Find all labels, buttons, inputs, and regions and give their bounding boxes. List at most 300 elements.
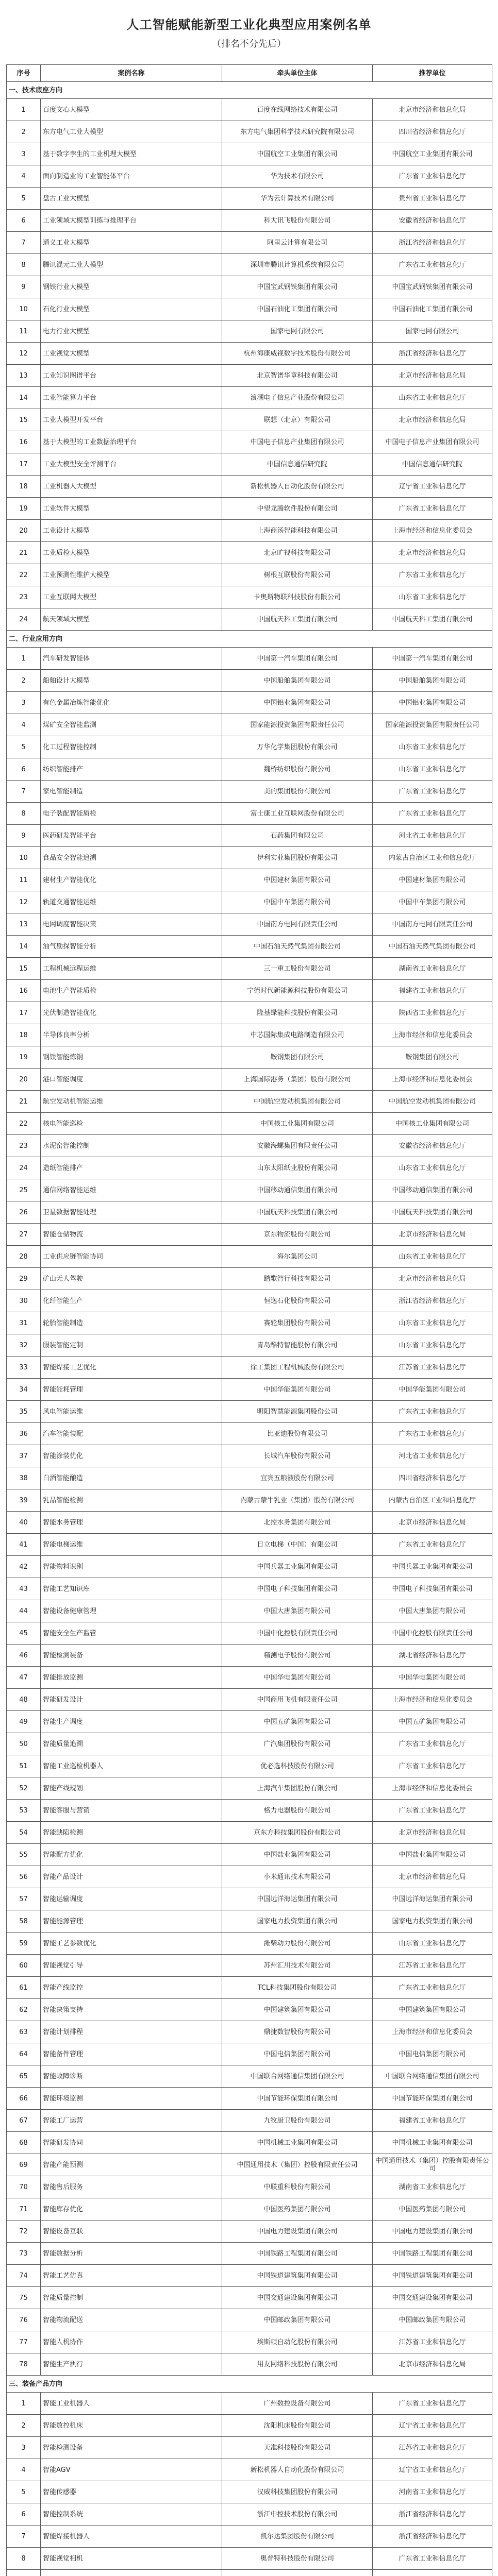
lead-unit: 格力电器股份有限公司 [222,1800,373,1822]
row-index: 58 [7,1910,41,1933]
recommender: 上海市经济和信息化委员会 [373,1777,492,1800]
recommender: 北京市经济和信息化局 [373,99,492,121]
row-index: 53 [7,1800,41,1822]
table-row [7,2043,492,2065]
case-name: 智能检测装备 [41,1645,222,1667]
lead-unit: 树根互联股份有限公司 [222,564,373,586]
lead-unit: 汉威科技集团股份有限公司 [222,2481,373,2503]
row-index: 9 [7,276,41,298]
case-name: 通信网络智能运维 [41,1179,222,1201]
row-index: 57 [7,1888,41,1910]
row-index: 10 [7,298,41,320]
lead-unit: 中国大唐集团有限公司 [222,1600,373,1622]
case-name: 基于数字孪生的工业机理大模型 [41,143,222,165]
lead-unit: 中国航天科工集团有限公司 [222,608,373,631]
case-name: 智能排放监测 [41,1667,222,1689]
row-index: 1 [7,99,41,121]
recommender: 中国宝武钢铁集团有限公司 [373,276,492,298]
recommender: 北京市经济和信息化局 [373,1822,492,1844]
recommender: 辽宁省工业和信息化厅 [373,2415,492,2437]
row-index: 75 [7,2287,41,2309]
table-row [7,736,492,758]
case-name: 工业设计大模型 [41,520,222,542]
row-index: 73 [7,2243,41,2265]
row-index: 19 [7,498,41,520]
recommender: 中国船舶集团有限公司 [373,670,492,692]
recommender: 安徽省经济和信息化厅 [373,210,492,232]
case-name: 电网调度智能决策 [41,913,222,936]
case-name: 智能安全生产监管 [41,1622,222,1645]
row-index: 9 [7,825,41,847]
section-header-row [7,2376,492,2393]
lead-unit: 鞍钢集团有限公司 [222,1046,373,1069]
table-row [7,1489,492,1512]
case-name: 智能质量控制 [41,2287,222,2309]
lead-unit: 中国商用飞机有限责任公司 [222,1689,373,1711]
case-name: 智能数据分析 [41,2243,222,2265]
recommender: 上海市经济和信息化委员会 [373,1689,492,1711]
recommender: 河南省工业和信息化厅 [373,2481,492,2503]
lead-unit: 中国华能集团有限公司 [222,1379,373,1401]
case-name: 智能决策支持 [41,1999,222,2021]
row-index: 1 [7,2393,41,2415]
table-row [7,520,492,542]
row-index: 19 [7,1046,41,1069]
lead-unit: 中国中车集团有限公司 [222,891,373,913]
lead-unit: 长城汽车股份有限公司 [222,1445,373,1467]
lead-unit: 青岛酷特智能股份有限公司 [222,1334,373,1357]
case-name: 智能计划排程 [41,2021,222,2043]
row-index: 76 [7,2309,41,2331]
case-name: 核电智能巡检 [41,1113,222,1135]
table-row [7,869,492,891]
recommender: 山东省工业和信息化厅 [373,758,492,781]
case-name: 钢铁行业大模型 [41,276,222,298]
row-index: 21 [7,1091,41,1113]
row-index: 27 [7,1224,41,1246]
row-index: 16 [7,431,41,453]
table-row [7,564,492,586]
lead-unit: 中国机械工业集团有限公司 [222,2132,373,2154]
table-row [7,2243,492,2265]
case-name: 智能工艺仿真 [41,2265,222,2287]
lead-unit: 凯尔达集团股份有限公司 [222,2526,373,2548]
lead-unit: 阿里云计算有限公司 [222,232,373,254]
lead-unit: 中望龙腾软件股份有限公司 [222,498,373,520]
table-row [7,803,492,825]
row-index: 28 [7,1246,41,1268]
lead-unit: 中国电子科技集团有限公司 [222,1578,373,1600]
case-name: 工业质检大模型 [41,542,222,564]
case-name: 电子装配智能质检 [41,803,222,825]
table-row [7,1312,492,1334]
lead-unit: 上海商汤智能科技有限公司 [222,520,373,542]
lead-unit: 中国邮政集团有限公司 [222,2309,373,2331]
table-row [7,1135,492,1157]
lead-unit: 天准科技股份有限公司 [222,2437,373,2459]
recommender: 鞍钢集团有限公司 [373,1046,492,1069]
table-row [7,2110,492,2132]
case-name: 钢铁智能炼钢 [41,1046,222,1069]
table-row [7,2437,492,2459]
recommender: 广东省工业和信息化厅 [373,165,492,188]
row-index: 77 [7,2331,41,2353]
table-row [7,670,492,692]
lead-unit: 奥普特科技股份有限公司 [222,2548,373,2570]
lead-unit: 中国五矿集团有限公司 [222,1711,373,1733]
row-index: 3 [7,692,41,714]
case-name: 卫星数据智能处理 [41,1201,222,1224]
column-header-index: 序号 [7,65,41,82]
table-row [7,121,492,143]
table-row [7,2154,492,2176]
case-name: 船舶设计大模型 [41,670,222,692]
table-row [7,1157,492,1179]
lead-unit: 广汽集团股份有限公司 [222,1733,373,1755]
document-title: 人工智能赋能新型工业化典型应用案例名单 [126,17,372,32]
case-name: 智能运输调度 [41,1888,222,1910]
row-index: 32 [7,1334,41,1357]
row-index: 5 [7,736,41,758]
lead-unit: 北京旷视科技有限公司 [222,542,373,564]
case-name: 航空发动机智能运维 [41,1091,222,1113]
case-name: 汽车研发智能体 [41,648,222,670]
case-name: 工业供应链智能协同 [41,1246,222,1268]
row-index: 51 [7,1755,41,1777]
table-row [7,1933,492,1955]
lead-unit: 中国航天科技集团有限公司 [222,1201,373,1224]
table-row [7,1600,492,1622]
lead-unit: 美的集团股份有限公司 [222,781,373,803]
row-index: 8 [7,803,41,825]
section-header-row [7,82,492,99]
recommender: 山东省工业和信息化厅 [373,1157,492,1179]
row-index: 11 [7,320,41,343]
row-index: 2 [7,121,41,143]
recommender: 中国兵器工业集团有限公司 [373,1556,492,1578]
recommender: 北京市经济和信息化局 [373,1512,492,1534]
lead-unit: 宜宾五粮液股份有限公司 [222,1467,373,1489]
table-row [7,1534,492,1556]
lead-unit: 百度在线网络技术有限公司 [222,99,373,121]
recommender: 广东省工业和信息化厅 [373,803,492,825]
case-name: 水泥窑智能控制 [41,1135,222,1157]
recommender: 上海市经济和信息化委员会 [373,1024,492,1046]
lead-unit: 浙江中控技术股份有限公司 [222,2503,373,2526]
row-index: 6 [7,758,41,781]
recommender: 中国信息通信研究院 [373,453,492,476]
table-row [7,2088,492,2110]
lead-unit: 杭州海康威视数字技术股份有限公司 [222,343,373,365]
lead-unit: 山东太阳纸业股份有限公司 [222,1157,373,1179]
table-row [7,586,492,608]
case-name: 智能物料识别 [41,1556,222,1578]
table-row [7,2393,492,2415]
table-row [7,2481,492,2503]
row-index: 59 [7,1933,41,1955]
lead-unit: 石药集团有限公司 [222,825,373,847]
table-row [7,2459,492,2481]
lead-unit: 徐工集团工程机械股份有限公司 [222,1357,373,1379]
table-header-row [7,65,492,82]
row-index: 18 [7,1024,41,1046]
case-name: 智能产线监控 [41,1977,222,1999]
recommender: 中国大唐集团有限公司 [373,1600,492,1622]
lead-unit: 苏州汇川技术有限公司 [222,1955,373,1977]
recommender: 中国铁路工程集团有限公司 [373,2243,492,2265]
row-index: 45 [7,1622,41,1645]
table-row [7,1290,492,1312]
recommender: 山东省工业和信息化厅 [373,1246,492,1268]
lead-unit: 中国医药集团有限公司 [222,2198,373,2221]
table-row [7,387,492,409]
recommender: 安徽省经济和信息化厅 [373,1135,492,1157]
case-name: 工业大模型开发平台 [41,409,222,431]
lead-unit: 海尔集团公司 [222,1246,373,1268]
row-index: 24 [7,1157,41,1179]
table-row [7,232,492,254]
case-name: 有色金属冶炼智能优化 [41,692,222,714]
table-row [7,1755,492,1777]
table-row [7,2570,492,2576]
recommender: 湖南省工业和信息化厅 [373,958,492,980]
recommender: 辽宁省工业和信息化厅 [373,2459,492,2481]
recommender: 中国电信集团有限公司 [373,2043,492,2065]
section-title: 一、技术底座方向 [7,82,492,99]
recommender: 北京市经济和信息化局 [373,1224,492,1246]
recommender: 江苏省工业和信息化厅 [373,2331,492,2353]
row-index: 18 [7,476,41,498]
lead-unit: 踏歌智行科技有限公司 [222,1268,373,1290]
row-index: 68 [7,2132,41,2154]
case-name: 煤矿安全智能监测 [41,714,222,736]
table-row [7,2503,492,2526]
case-name: 智能环境监测 [41,2088,222,2110]
recommender: 中国中化控股有限责任公司 [373,1622,492,1645]
row-index: 22 [7,564,41,586]
lead-unit: 中联重科股份有限公司 [222,2176,373,2198]
recommender: 福建省工业和信息化厅 [373,980,492,1002]
recommender: 浙江省经济和信息化厅 [373,1290,492,1312]
case-name: 智能工艺参数优化 [41,1933,222,1955]
row-index: 12 [7,891,41,913]
table-row [7,1401,492,1423]
table-row [7,431,492,453]
row-index: 62 [7,1999,41,2021]
lead-unit: 中国联合网络通信集团有限公司 [222,2065,373,2088]
case-name: 工业大模型安全评测平台 [41,453,222,476]
recommender: 中国航天科工集团有限公司 [373,608,492,631]
recommender: 山东省工业和信息化厅 [373,1334,492,1357]
recommender: 中国石油天然气集团有限公司 [373,936,492,958]
recommender: 浙江省经济和信息化厅 [373,2503,492,2526]
row-index: 4 [7,714,41,736]
case-name: 智能库存优化 [41,2198,222,2221]
recommender: 河北省工业和信息化厅 [373,1445,492,1467]
lead-unit: 埃斯顿自动化股份有限公司 [222,2331,373,2353]
row-index: 34 [7,1379,41,1401]
lead-unit: 中国石油化工集团有限公司 [222,298,373,320]
table-row [7,1201,492,1224]
recommender: 中国中车集团有限公司 [373,891,492,913]
table-row [7,1888,492,1910]
case-name: 光伏制造智能优化 [41,1002,222,1024]
table-row [7,2415,492,2437]
recommender: 广东省工业和信息化厅 [373,1534,492,1556]
lead-unit: 用友网络科技股份有限公司 [222,2353,373,2376]
lead-unit: 中国航空工业集团有限公司 [222,143,373,165]
section-title: 三、装备产品方向 [7,2376,492,2393]
lead-unit: 国家电力投资集团有限公司 [222,1910,373,1933]
table-row [7,2065,492,2088]
case-name: 智能产线规划 [41,1777,222,1800]
row-index: 70 [7,2176,41,2198]
recommender: 山东省工业和信息化厅 [373,736,492,758]
recommender: 中国航空发动机集团有限公司 [373,1091,492,1113]
column-header-lead-unit: 牵头单位主体 [222,65,373,82]
case-name: 智能工业机器人 [41,2393,222,2415]
recommender: 北京市经济和信息化局 [373,1268,492,1290]
table-row [7,1866,492,1888]
recommender: 中国医药集团有限公司 [373,2198,492,2221]
lead-unit: 恒逸石化股份有限公司 [222,1290,373,1312]
case-name: 智能备件管理 [41,2043,222,2065]
lead-unit: 深圳市腾讯计算机系统有限公司 [222,254,373,276]
table-row [7,847,492,869]
column-header-case-name: 案例名称 [41,65,222,82]
row-index: 20 [7,1069,41,1091]
lead-unit: 京东物流股份有限公司 [222,1224,373,1246]
row-index: 3 [7,2437,41,2459]
recommender: 中国航天科技集团有限公司 [373,1201,492,1224]
case-name: 腾讯混元工业大模型 [41,254,222,276]
case-name: 智能传感器 [41,2481,222,2503]
row-index: 10 [7,847,41,869]
recommender: 江苏省工业和信息化厅 [373,1955,492,1977]
recommender: 上海市经济和信息化委员会 [373,1069,492,1091]
recommender: 四川省经济和信息化厅 [373,121,492,143]
recommender: 山东省工业和信息化厅 [373,1312,492,1334]
case-name: 智能研发设计 [41,1689,222,1711]
recommender: 浙江省经济和信息化厅 [373,232,492,254]
table-row [7,343,492,365]
row-index: 52 [7,1777,41,1800]
case-name: 工业机器人大模型 [41,476,222,498]
case-name: 化纤智能生产 [41,1290,222,1312]
table-row [7,2176,492,2198]
case-name: 智能配方优化 [41,1844,222,1866]
lead-unit: 中国铝业集团有限公司 [222,692,373,714]
row-index: 60 [7,1955,41,1977]
case-name: 智能生产执行 [41,2353,222,2376]
table-row [7,1800,492,1822]
table-row [7,409,492,431]
recommender: 上海市经济和信息化委员会 [373,2021,492,2043]
row-index: 16 [7,980,41,1002]
recommender: 北京市经济和信息化局 [373,1866,492,1888]
recommender: 广东省工业和信息化厅 [373,498,492,520]
lead-unit: 中国第一汽车集团有限公司 [222,648,373,670]
lead-unit: 北控水务集团有限公司 [222,1512,373,1534]
table-row [7,542,492,564]
table-row [7,1910,492,1933]
lead-unit: 宁德时代新能源科技股份有限公司 [222,980,373,1002]
lead-unit: 三一重工股份有限公司 [222,958,373,980]
case-name: 石化行业大模型 [41,298,222,320]
lead-unit: 中芯国际集成电路制造有限公司 [222,1024,373,1046]
recommender: 广东省工业和信息化厅 [373,1755,492,1777]
lead-unit: 潍柴动力股份有限公司 [222,1933,373,1955]
lead-unit: 隆基绿能科技股份有限公司 [222,1002,373,1024]
lead-unit: 中国船舶集团有限公司 [222,670,373,692]
recommender: 内蒙古自治区工业和信息化厅 [373,1489,492,1512]
case-name: 智能质量追溯 [41,1733,222,1755]
row-index: 7 [7,781,41,803]
recommender: 江苏省工业和信息化厅 [373,1357,492,1379]
row-index: 64 [7,2043,41,2065]
case-name: 智能能耗管理 [41,1379,222,1401]
recommender: 中国电子信息产业集团有限公司 [373,431,492,453]
table-row [7,2221,492,2243]
lead-unit: 华为云计算技术有限公司 [222,188,373,210]
recommender: 中国邮政集团有限公司 [373,2309,492,2331]
lead-unit: 中国华电集团有限公司 [222,1667,373,1689]
row-index: 23 [7,586,41,608]
recommender: 中国核工业集团有限公司 [373,1113,492,1135]
case-name: 智能缺陷检测 [41,1822,222,1844]
table-row [7,1357,492,1379]
row-index: 37 [7,1445,41,1467]
row-index: 20 [7,520,41,542]
row-index: 65 [7,2065,41,2088]
case-name: 智能研发协同 [41,2132,222,2154]
table-row [7,1645,492,1667]
table-row [7,1268,492,1290]
case-name: 智能设备健康管理 [41,1600,222,1622]
lead-unit: 中国移动通信集团有限公司 [222,1179,373,1201]
row-index: 4 [7,165,41,188]
table-row [7,1091,492,1113]
lead-unit: 中国建材集团有限公司 [222,869,373,891]
table-row [7,210,492,232]
table-row [7,1113,492,1135]
recommender: 中国航空工业集团有限公司 [373,143,492,165]
section-title: 二、行业应用方向 [7,631,492,648]
table-row [7,1733,492,1755]
recommender: 国家电网有限公司 [373,320,492,343]
recommender: 中国建材集团有限公司 [373,869,492,891]
row-index: 78 [7,2353,41,2376]
case-name: 电力行业大模型 [41,320,222,343]
recommender: 湖南省工业和信息化厅 [373,2176,492,2198]
table-row [7,498,492,520]
recommender: 山东省工业和信息化厅 [373,387,492,409]
case-name: 智能AGV [41,2459,222,2481]
row-index: 63 [7,2021,41,2043]
case-name: 电池生产智能质检 [41,980,222,1002]
lead-unit: 中国航空发动机集团有限公司 [222,1091,373,1113]
row-index: 8 [7,254,41,276]
lead-unit: 中国铁道建筑集团有限公司 [222,2265,373,2287]
lead-unit: 新松机器人自动化股份有限公司 [222,2459,373,2481]
table-row [7,2548,492,2570]
row-index: 17 [7,453,41,476]
table-row [7,1844,492,1866]
table-row [7,1467,492,1489]
row-index: 55 [7,1844,41,1866]
case-name: 工业互联网大模型 [41,586,222,608]
recommender: 辽宁省工业和信息化厅 [373,476,492,498]
